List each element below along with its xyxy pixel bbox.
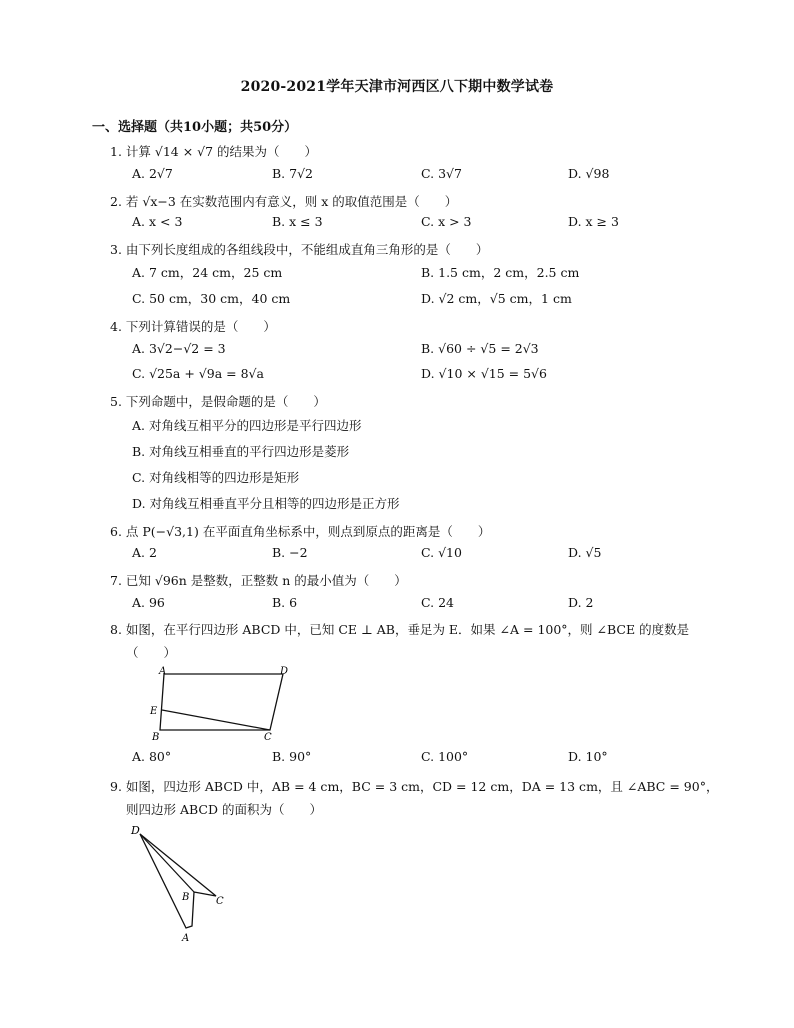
label-d: D — [280, 666, 289, 677]
section-heading: 一、选择题（共10小题；共50分） — [92, 120, 298, 135]
label-b: B — [182, 892, 190, 903]
segment-ce — [162, 710, 270, 730]
q4-option-b[interactable]: B. √60 ÷ √5 = 2√3 — [421, 341, 539, 356]
q1-option-a[interactable]: A. 2√7 — [132, 166, 173, 181]
label-c: C — [264, 732, 272, 743]
q7-option-d[interactable]: D. 2 — [568, 595, 594, 610]
question-2-stem: 2. 若 √x−3 在实数范围内有意义，则 x 的取值范围是（ ） — [110, 194, 458, 209]
question-3-stem: 3. 由下列长度组成的各组线段中，不能组成直角三角形的是（ ） — [110, 242, 489, 257]
label-e: E — [150, 706, 158, 717]
q8-option-a[interactable]: A. 80° — [132, 749, 172, 764]
label-c: C — [216, 896, 224, 907]
label-a: A — [182, 933, 190, 944]
question-8-stem-cont: （ ） — [126, 645, 177, 660]
q4-option-d[interactable]: D. √10 × √15 = 5√6 — [421, 366, 547, 381]
q6-option-a[interactable]: A. 2 — [132, 545, 157, 560]
label-b: B — [152, 732, 160, 743]
label-a: A — [159, 666, 167, 677]
q5-option-b[interactable]: B. 对角线互相垂直的平行四边形是菱形 — [132, 444, 350, 459]
q2-option-a[interactable]: A. x < 3 — [132, 214, 183, 229]
question-9-stem: 9. 如图，四边形 ABCD 中，AB = 4 cm，BC = 3 cm，CD = 12 cm，DA = 13 cm，且 ∠ABC = 90°， — [110, 779, 719, 794]
quadrilateral-abcd — [140, 834, 216, 928]
figure-quadrilateral — [126, 822, 236, 946]
q8-option-c[interactable]: C. 100° — [421, 749, 469, 764]
q7-option-c[interactable]: C. 24 — [421, 595, 454, 610]
question-9-stem-cont: 则四边形 ABCD 的面积为（ ） — [126, 802, 322, 817]
question-4-stem: 4. 下列计算错误的是（ ） — [110, 319, 276, 334]
q4-option-a[interactable]: A. 3√2−√2 = 3 — [132, 341, 226, 356]
q6-option-d[interactable]: D. √5 — [568, 545, 602, 560]
q5-option-c[interactable]: C. 对角线相等的四边形是矩形 — [132, 470, 300, 485]
q3-option-a[interactable]: A. 7 cm，24 cm，25 cm — [132, 265, 283, 280]
q5-option-d[interactable]: D. 对角线互相垂直平分且相等的四边形是正方形 — [132, 496, 400, 511]
question-5-stem: 5. 下列命题中，是假命题的是（ ） — [110, 394, 326, 409]
q3-option-c[interactable]: C. 50 cm，30 cm，40 cm — [132, 291, 291, 306]
q8-option-b[interactable]: B. 90° — [272, 749, 312, 764]
question-6-stem: 6. 点 P(−√3,1) 在平面直角坐标系中，则点到原点的距离是（ ） — [110, 524, 491, 539]
q2-option-b[interactable]: B. x ≤ 3 — [272, 214, 323, 229]
q8-option-d[interactable]: D. 10° — [568, 749, 608, 764]
q1-option-d[interactable]: D. √98 — [568, 166, 610, 181]
question-1-stem: 1. 计算 √14 × √7 的结果为（ ） — [110, 144, 318, 159]
page-title: 2020-2021学年天津市河西区八下期中数学试卷 — [240, 79, 554, 95]
q1-option-c[interactable]: C. 3√7 — [421, 166, 462, 181]
q1-option-b[interactable]: B. 7√2 — [272, 166, 314, 181]
q7-option-a[interactable]: A. 96 — [132, 595, 165, 610]
q6-option-b[interactable]: B. −2 — [272, 545, 308, 560]
q2-option-c[interactable]: C. x > 3 — [421, 214, 472, 229]
label-d: D — [131, 824, 140, 837]
q5-option-a[interactable]: A. 对角线互相平分的四边形是平行四边形 — [132, 418, 362, 433]
q2-option-d[interactable]: D. x ≥ 3 — [568, 214, 619, 229]
question-8-stem: 8. 如图，在平行四边形 ABCD 中，已知 CE ⊥ AB，垂足为 E．如果 ∠A = 100°，则 ∠BCE 的度数是 — [110, 622, 690, 637]
q3-option-b[interactable]: B. 1.5 cm，2 cm，2.5 cm — [421, 265, 580, 280]
figure-parallelogram — [140, 664, 300, 746]
question-7-stem: 7. 已知 √96n 是整数，正整数 n 的最小值为（ ） — [110, 573, 407, 588]
q7-option-b[interactable]: B. 6 — [272, 595, 298, 610]
q4-option-c[interactable]: C. √25a + √9a = 8√a — [132, 366, 264, 381]
q6-option-c[interactable]: C. √10 — [421, 545, 462, 560]
segment-db — [140, 834, 194, 892]
q3-option-d[interactable]: D. √2 cm，√5 cm，1 cm — [421, 291, 572, 306]
